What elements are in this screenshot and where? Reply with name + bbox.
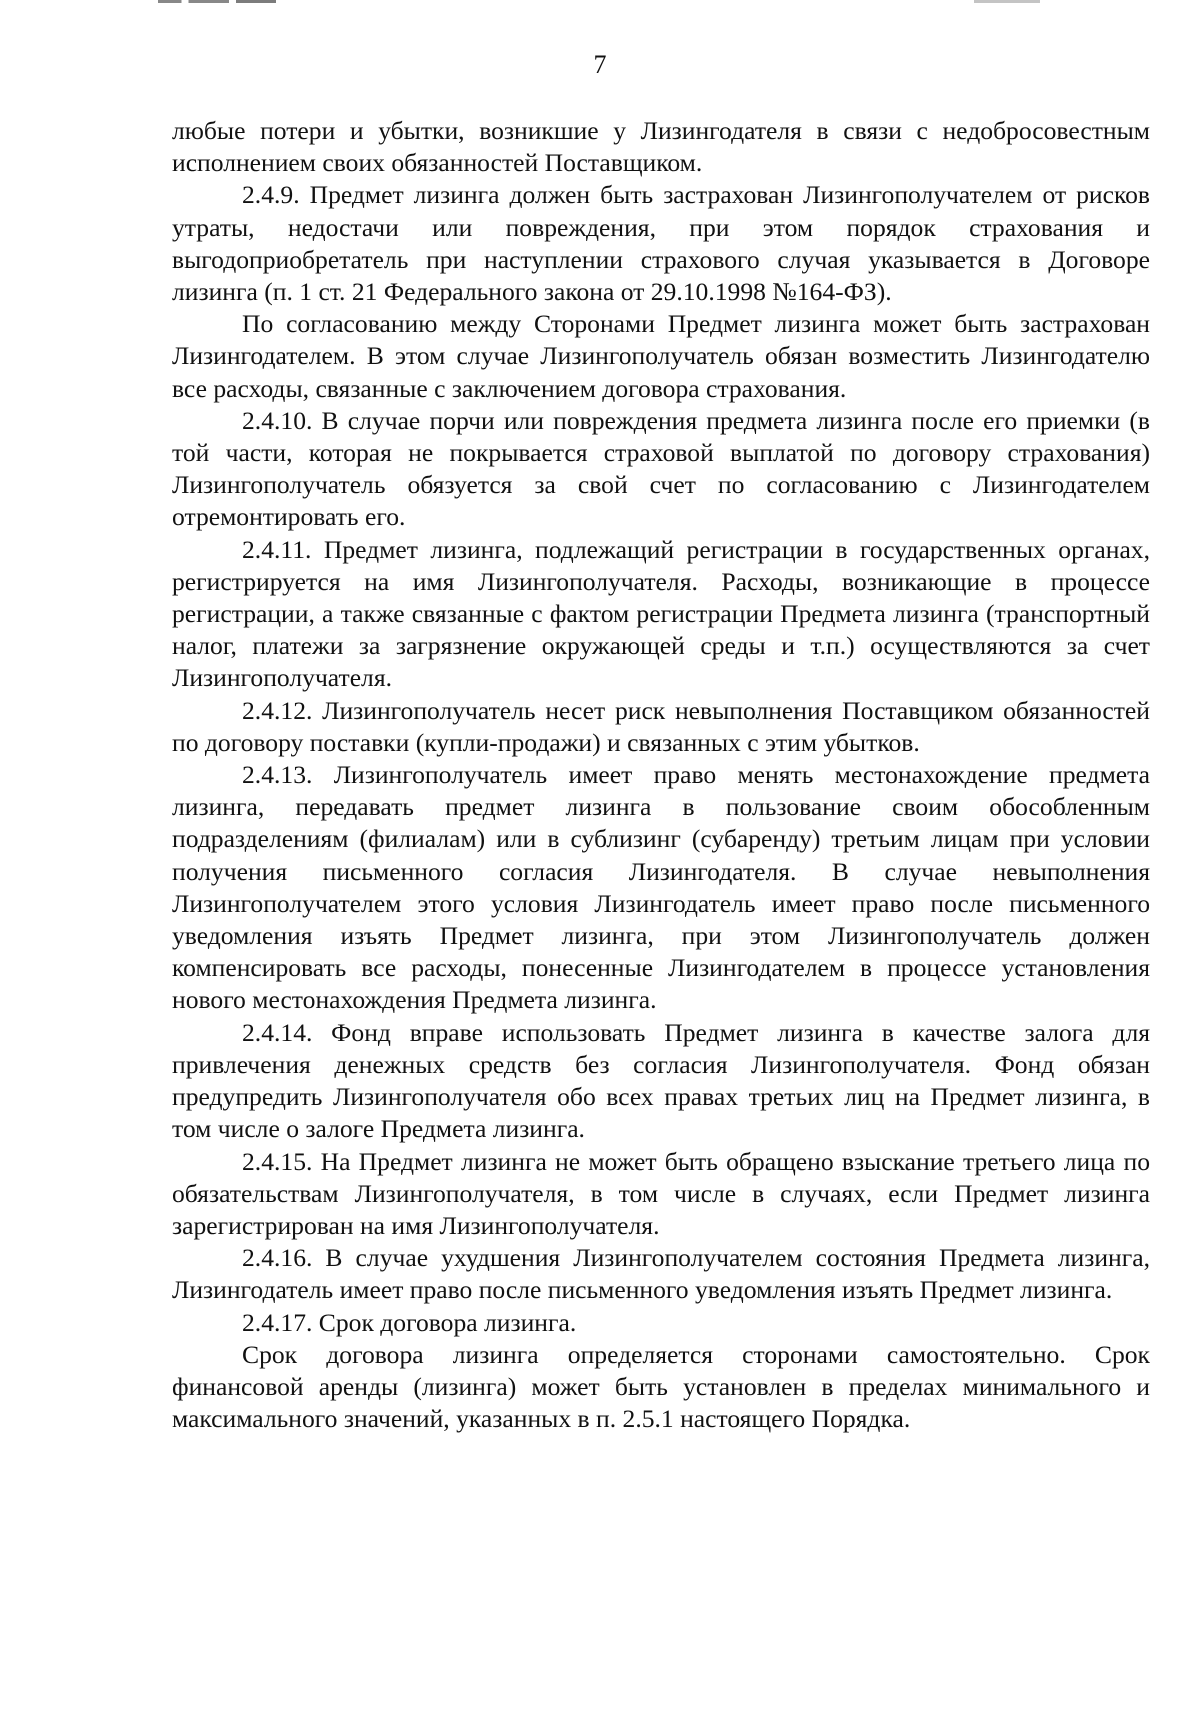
scan-artifact-left [158, 0, 276, 3]
paragraph-2-4-11: 2.4.11. Предмет лизинга, подлежащий регистрации в государственных органах, регистрируется на имя Лизингополучателя. Расходы, возникающие в процессе регистрации, а также связанные с фактом регистрации Предмета лизинга (транспортный налог, платежи за загрязнение окружающей среды и т.п.) осуществляются за счет Лизингополучателя. [172, 534, 1150, 693]
paragraph-2-4-16: 2.4.16. В случае ухудшения Лизингополучателем состояния Предмета лизинга, Лизингодатель имеет право после письменного уведомления изъять Предмет лизинга. [172, 1243, 1150, 1305]
paragraph-2-4-9: 2.4.9. Предмет лизинга должен быть застрахован Лизингополучателем от рисков утраты, недостачи или повреждения, при этом порядок страхования и выгодоприобретатель при наступлении страхового случая указывается в Договоре лизинга (п. 1 ст. 21 Федерального закона от 29.10.1998 №164-ФЗ). [172, 180, 1150, 307]
paragraph-2-4-15: 2.4.15. На Предмет лизинга не может быть обращено взыскание третьего лица по обязательствам Лизингополучателя, в том числе в случаях, если Предмет лизинга зарегистрирован на имя Лизингополучателя. [172, 1146, 1150, 1240]
paragraph-continuation: любые потери и убытки, возникшие у Лизингодателя в связи с недобросовестным исполнением своих обязанностей Поставщиком. [172, 116, 1150, 178]
paragraph-insurance-agreement: По согласованию между Сторонами Предмет лизинга может быть застрахован Лизингодателем. В этом случае Лизингополучатель обязан возместить Лизингодателю все расходы, связанные с заключением договора страхования. [172, 309, 1150, 403]
paragraph-2-4-14: 2.4.14. Фонд вправе использовать Предмет лизинга в качестве залога для привлечения денежных средств без согласия Лизингополучателя. Фонд обязан предупредить Лизингополучателя обо всех правах третьих лиц на Предмет лизинга, в том числе о залоге Предмета лизинга. [172, 1017, 1150, 1144]
page-number: 7 [593, 50, 607, 79]
document-body [172, 115, 1150, 1435]
paragraph-2-4-13: 2.4.13. Лизингополучатель имеет право менять местонахождение предмета лизинга, передавать предмет лизинга в пользование своим обособленным подразделениям (филиалам) или в сублизинг (субаренду) третьим лицам при условии получения письменного согласия Лизингодателя. В случае невыполнения Лизингополучателем этого условия Лизингодатель имеет право после письменного уведомления изъять Предмет лизинга, при этом Лизингополучатель должен компенсировать все расходы, понесенные Лизингодателем в процессе установления нового местонахождения Предмета лизинга. [172, 760, 1150, 1015]
paragraph-lease-term: Срок договора лизинга определяется сторонами самостоятельно. Срок финансовой аренды (лизинга) может быть установлен в пределах минимального и максимального значений, указанных в п. 2.5.1 настоящего Порядка. [172, 1339, 1150, 1434]
scan-artifact-right [930, 0, 1040, 3]
paragraph-2-4-17: 2.4.17. Срок договора лизинга. [242, 1307, 577, 1337]
paragraph-2-4-12: 2.4.12. Лизингополучатель несет риск невыполнения Поставщиком обязанностей по договору поставки (купли-продажи) и связанных с этим убытков. [172, 695, 1150, 757]
paragraph-2-4-10: 2.4.10. В случае порчи или повреждения предмета лизинга после его приемки (в той части, которая не покрывается страховой выплатой по договору страхования) Лизингополучатель обязуется за свой счет по согласованию с Лизингодателем отремонтировать его. [172, 405, 1150, 532]
